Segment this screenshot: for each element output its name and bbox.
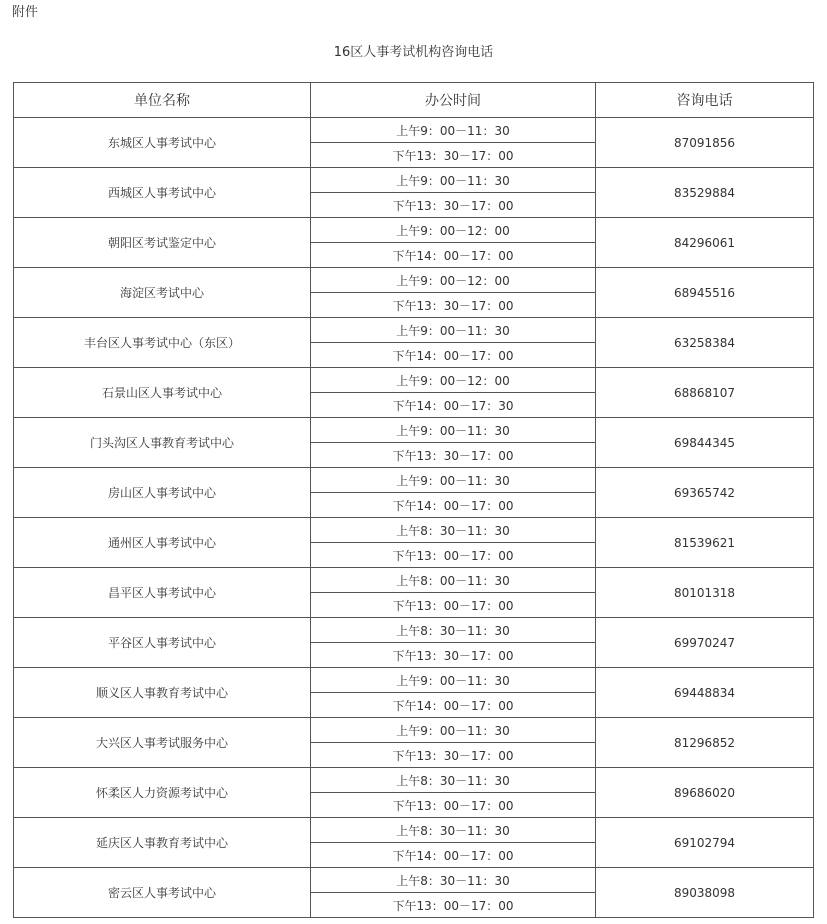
table-row bbox=[14, 718, 814, 743]
phone-cell: 68868107 bbox=[596, 368, 814, 418]
phone-cell: 63258384 bbox=[596, 318, 814, 368]
unit-name-cell: 怀柔区人力资源考试中心 bbox=[14, 768, 311, 818]
table-row bbox=[14, 168, 814, 193]
phone-cell: 84296061 bbox=[596, 218, 814, 268]
morning-hours-cell: 上午9：00－11：30 bbox=[311, 668, 596, 693]
morning-hours-cell: 上午9：00－11：30 bbox=[311, 118, 596, 143]
afternoon-hours-cell: 下午13：00－17：00 bbox=[311, 793, 596, 818]
afternoon-hours-cell: 下午13：00－17：00 bbox=[311, 893, 596, 918]
table-row bbox=[14, 818, 814, 843]
unit-name-cell: 海淀区考试中心 bbox=[14, 268, 311, 318]
afternoon-hours-cell: 下午13：30－17：00 bbox=[311, 643, 596, 668]
unit-name-cell: 东城区人事考试中心 bbox=[14, 118, 311, 168]
phone-cell: 89038098 bbox=[596, 868, 814, 918]
unit-name-cell: 房山区人事考试中心 bbox=[14, 468, 311, 518]
phone-cell: 69970247 bbox=[596, 618, 814, 668]
table-body bbox=[14, 118, 814, 918]
unit-name-cell: 石景山区人事考试中心 bbox=[14, 368, 311, 418]
phone-cell: 87091856 bbox=[596, 118, 814, 168]
afternoon-hours-cell: 下午13：30－17：00 bbox=[311, 443, 596, 468]
contact-table bbox=[13, 82, 814, 918]
unit-name-cell: 西城区人事考试中心 bbox=[14, 168, 311, 218]
morning-hours-cell: 上午8：30－11：30 bbox=[311, 618, 596, 643]
morning-hours-cell: 上午8：30－11：30 bbox=[311, 868, 596, 893]
header-unit-name: 单位名称 bbox=[14, 83, 311, 118]
header-phone: 咨询电话 bbox=[596, 83, 814, 118]
table-row bbox=[14, 418, 814, 443]
morning-hours-cell: 上午8：30－11：30 bbox=[311, 518, 596, 543]
table-row bbox=[14, 118, 814, 143]
morning-hours-cell: 上午8：00－11：30 bbox=[311, 568, 596, 593]
morning-hours-cell: 上午8：30－11：30 bbox=[311, 818, 596, 843]
morning-hours-cell: 上午9：00－11：30 bbox=[311, 468, 596, 493]
unit-name-cell: 平谷区人事考试中心 bbox=[14, 618, 311, 668]
afternoon-hours-cell: 下午13：00－17：00 bbox=[311, 593, 596, 618]
table-row bbox=[14, 768, 814, 793]
afternoon-hours-cell: 下午13：00－17：00 bbox=[311, 543, 596, 568]
afternoon-hours-cell: 下午13：30－17：00 bbox=[311, 193, 596, 218]
table-row bbox=[14, 618, 814, 643]
unit-name-cell: 门头沟区人事教育考试中心 bbox=[14, 418, 311, 468]
afternoon-hours-cell: 下午13：30－17：00 bbox=[311, 293, 596, 318]
unit-name-cell: 通州区人事考试中心 bbox=[14, 518, 311, 568]
unit-name-cell: 延庆区人事教育考试中心 bbox=[14, 818, 311, 868]
phone-cell: 69448834 bbox=[596, 668, 814, 718]
morning-hours-cell: 上午9：00－11：30 bbox=[311, 168, 596, 193]
phone-cell: 81296852 bbox=[596, 718, 814, 768]
phone-cell: 83529884 bbox=[596, 168, 814, 218]
phone-cell: 69102794 bbox=[596, 818, 814, 868]
afternoon-hours-cell: 下午13：30－17：00 bbox=[311, 143, 596, 168]
morning-hours-cell: 上午9：00－11：30 bbox=[311, 418, 596, 443]
afternoon-hours-cell: 下午14：00－17：00 bbox=[311, 843, 596, 868]
attachment-label: 附件 bbox=[12, 5, 39, 20]
morning-hours-cell: 上午9：00－11：30 bbox=[311, 318, 596, 343]
table-row bbox=[14, 518, 814, 543]
phone-cell: 89686020 bbox=[596, 768, 814, 818]
phone-cell: 68945516 bbox=[596, 268, 814, 318]
header-office-hours: 办公时间 bbox=[311, 83, 596, 118]
phone-cell: 69844345 bbox=[596, 418, 814, 468]
morning-hours-cell: 上午9：00－12：00 bbox=[311, 218, 596, 243]
morning-hours-cell: 上午9：00－12：00 bbox=[311, 368, 596, 393]
table-row bbox=[14, 868, 814, 893]
table-row bbox=[14, 668, 814, 693]
unit-name-cell: 顺义区人事教育考试中心 bbox=[14, 668, 311, 718]
afternoon-hours-cell: 下午14：00－17：00 bbox=[311, 693, 596, 718]
table-row bbox=[14, 468, 814, 493]
unit-name-cell: 昌平区人事考试中心 bbox=[14, 568, 311, 618]
table-row bbox=[14, 218, 814, 243]
afternoon-hours-cell: 下午13：30－17：00 bbox=[311, 743, 596, 768]
unit-name-cell: 密云区人事考试中心 bbox=[14, 868, 311, 918]
afternoon-hours-cell: 下午14：00－17：30 bbox=[311, 393, 596, 418]
morning-hours-cell: 上午8：30－11：30 bbox=[311, 768, 596, 793]
phone-cell: 81539621 bbox=[596, 518, 814, 568]
page-title: 16区人事考试机构咨询电话 bbox=[333, 45, 494, 60]
table-header-row bbox=[14, 83, 814, 118]
unit-name-cell: 朝阳区考试鉴定中心 bbox=[14, 218, 311, 268]
morning-hours-cell: 上午9：00－11：30 bbox=[311, 718, 596, 743]
unit-name-cell: 大兴区人事考试服务中心 bbox=[14, 718, 311, 768]
table-row bbox=[14, 318, 814, 343]
table-row bbox=[14, 268, 814, 293]
morning-hours-cell: 上午9：00－12：00 bbox=[311, 268, 596, 293]
afternoon-hours-cell: 下午14：00－17：00 bbox=[311, 493, 596, 518]
phone-cell: 80101318 bbox=[596, 568, 814, 618]
table-row bbox=[14, 568, 814, 593]
unit-name-cell: 丰台区人事考试中心（东区） bbox=[14, 318, 311, 368]
table-row bbox=[14, 368, 814, 393]
afternoon-hours-cell: 下午14：00－17：00 bbox=[311, 343, 596, 368]
phone-cell: 69365742 bbox=[596, 468, 814, 518]
afternoon-hours-cell: 下午14：00－17：00 bbox=[311, 243, 596, 268]
